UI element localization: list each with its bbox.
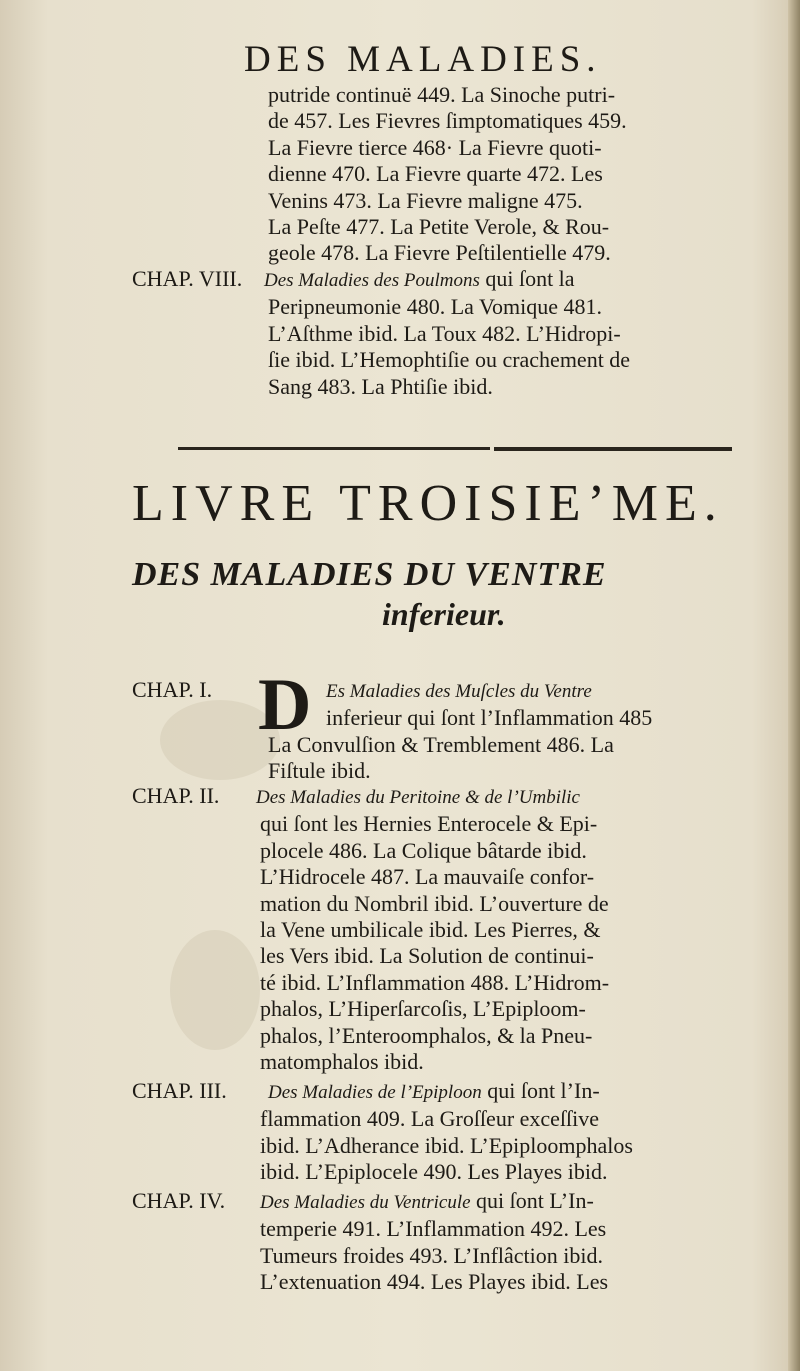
- text-line: flammation 409. La Groſſeur exceſſive: [260, 1106, 600, 1132]
- text-line: La Fievre tierce 468· La Fievre quoti-: [268, 134, 602, 160]
- chapter-label: CHAP. III.: [132, 1078, 227, 1103]
- chapter-label: CHAP. I.: [132, 677, 213, 702]
- chapter-label: CHAP. IV.: [132, 1188, 226, 1213]
- text-line: phalos, L’Hiperſarcoſis, L’Epiploom-: [260, 996, 586, 1022]
- text-line: té ibid. L’Inflammation 488. L’Hidrom-: [260, 969, 610, 995]
- text-line: la Vene umbilicale ibid. Les Pierres, &: [260, 917, 601, 943]
- page-edge: [788, 0, 800, 1371]
- book-title: LIVRE TROISIE’ME.: [132, 475, 724, 532]
- section-title: DES MALADIES DU VENTRE: [132, 556, 607, 593]
- section-subtitle: inferieur.: [382, 596, 506, 632]
- text-line: [132, 783, 738, 811]
- text-line: Sang 483. La Phtiſie ibid.: [268, 373, 493, 399]
- text-line: ibid. L’Epiplocele 490. Les Playes ibid.: [260, 1159, 608, 1185]
- chapter-title: Des Maladies des Poulmons: [264, 270, 480, 291]
- drop-cap: D: [258, 664, 312, 746]
- text-line: mation du Nombril ibid. L’ouverture de: [260, 890, 609, 916]
- text-line-tail: qui ſont L’In-: [476, 1188, 594, 1213]
- text-line: [326, 677, 738, 705]
- toc-entry-chap-8: [132, 266, 738, 400]
- divider-rule-right: [494, 447, 732, 451]
- text-line: L’Aſthme ibid. La Toux 482. L’Hidropi-: [268, 320, 621, 346]
- text-line: putride continuë 449. La Sinoche putri-: [268, 82, 616, 107]
- text-line: Venins 473. La Fievre maligne 475.: [268, 187, 583, 213]
- text-line: L’Hidrocele 487. La mauvaiſe confor-: [260, 864, 595, 890]
- text-line: les Vers ibid. La Solution de continui-: [260, 943, 594, 969]
- text-line: phalos, l’Enteroomphalos, & la Pneu-: [260, 1022, 593, 1048]
- chapter-title: Des Maladies du Ventricule: [260, 1192, 471, 1213]
- toc-entry-chap-3: [132, 1078, 738, 1186]
- text-line: L’extenuation 494. Les Playes ibid. Les: [260, 1269, 609, 1295]
- text-line: plocele 486. La Colique bâtarde ibid.: [260, 837, 587, 863]
- text-line: dienne 470. La Fievre quarte 472. Les: [268, 161, 603, 187]
- text-line-tail: qui ſont l’In-: [487, 1078, 600, 1103]
- text-line: La Peſte 477. La Petite Verole, & Rou-: [268, 214, 610, 240]
- text-line: de 457. Les Fievres ſimptomatiques 459.: [268, 108, 627, 134]
- text-line: ſie ibid. L’Hemophtiſie ou crachement de: [268, 347, 631, 373]
- chapter-title: Es Maladies des Muſcles du Ventre: [326, 681, 592, 702]
- toc-entry-chap-4: [132, 1188, 738, 1296]
- toc-entry-chap-1: [132, 677, 738, 785]
- text-line-tail: qui ſont la: [485, 266, 575, 291]
- chapter-title: Des Maladies de l’Epiploon: [268, 1082, 482, 1103]
- text-line: geole 478. La Fievre Peſtilentielle 479.: [268, 240, 611, 266]
- text-line: Tumeurs froides 493. L’Inflâction ibid.: [260, 1242, 604, 1268]
- chapter-label: CHAP. VIII.: [132, 266, 243, 291]
- running-head: DES MALADIES.: [244, 39, 602, 80]
- text-line: ibid. L’Adherance ibid. L’Epiploomphalos: [260, 1132, 633, 1158]
- chapter-title: Des Maladies du Peritoine & de l’Umbilic: [256, 787, 580, 808]
- divider-rule-left: [178, 447, 490, 450]
- text-line: La Convulſion & Tremblement 486. La: [268, 731, 614, 757]
- chapter-label: CHAP. II.: [132, 783, 220, 808]
- text-line: inferieur qui ſont l’Inflammation 485: [326, 705, 653, 731]
- continuation-block: [132, 82, 738, 267]
- text-line: qui ſont les Hernies Enterocele & Epi-: [260, 811, 598, 837]
- text-line: Fiſtule ibid.: [268, 758, 371, 784]
- text-line: matomphalos ibid.: [260, 1049, 424, 1075]
- toc-entry-chap-2: [132, 783, 738, 1075]
- text-line: Peripneumonie 480. La Vomique 481.: [268, 294, 603, 320]
- text-line: temperie 491. L’Inflammation 492. Les: [260, 1216, 607, 1242]
